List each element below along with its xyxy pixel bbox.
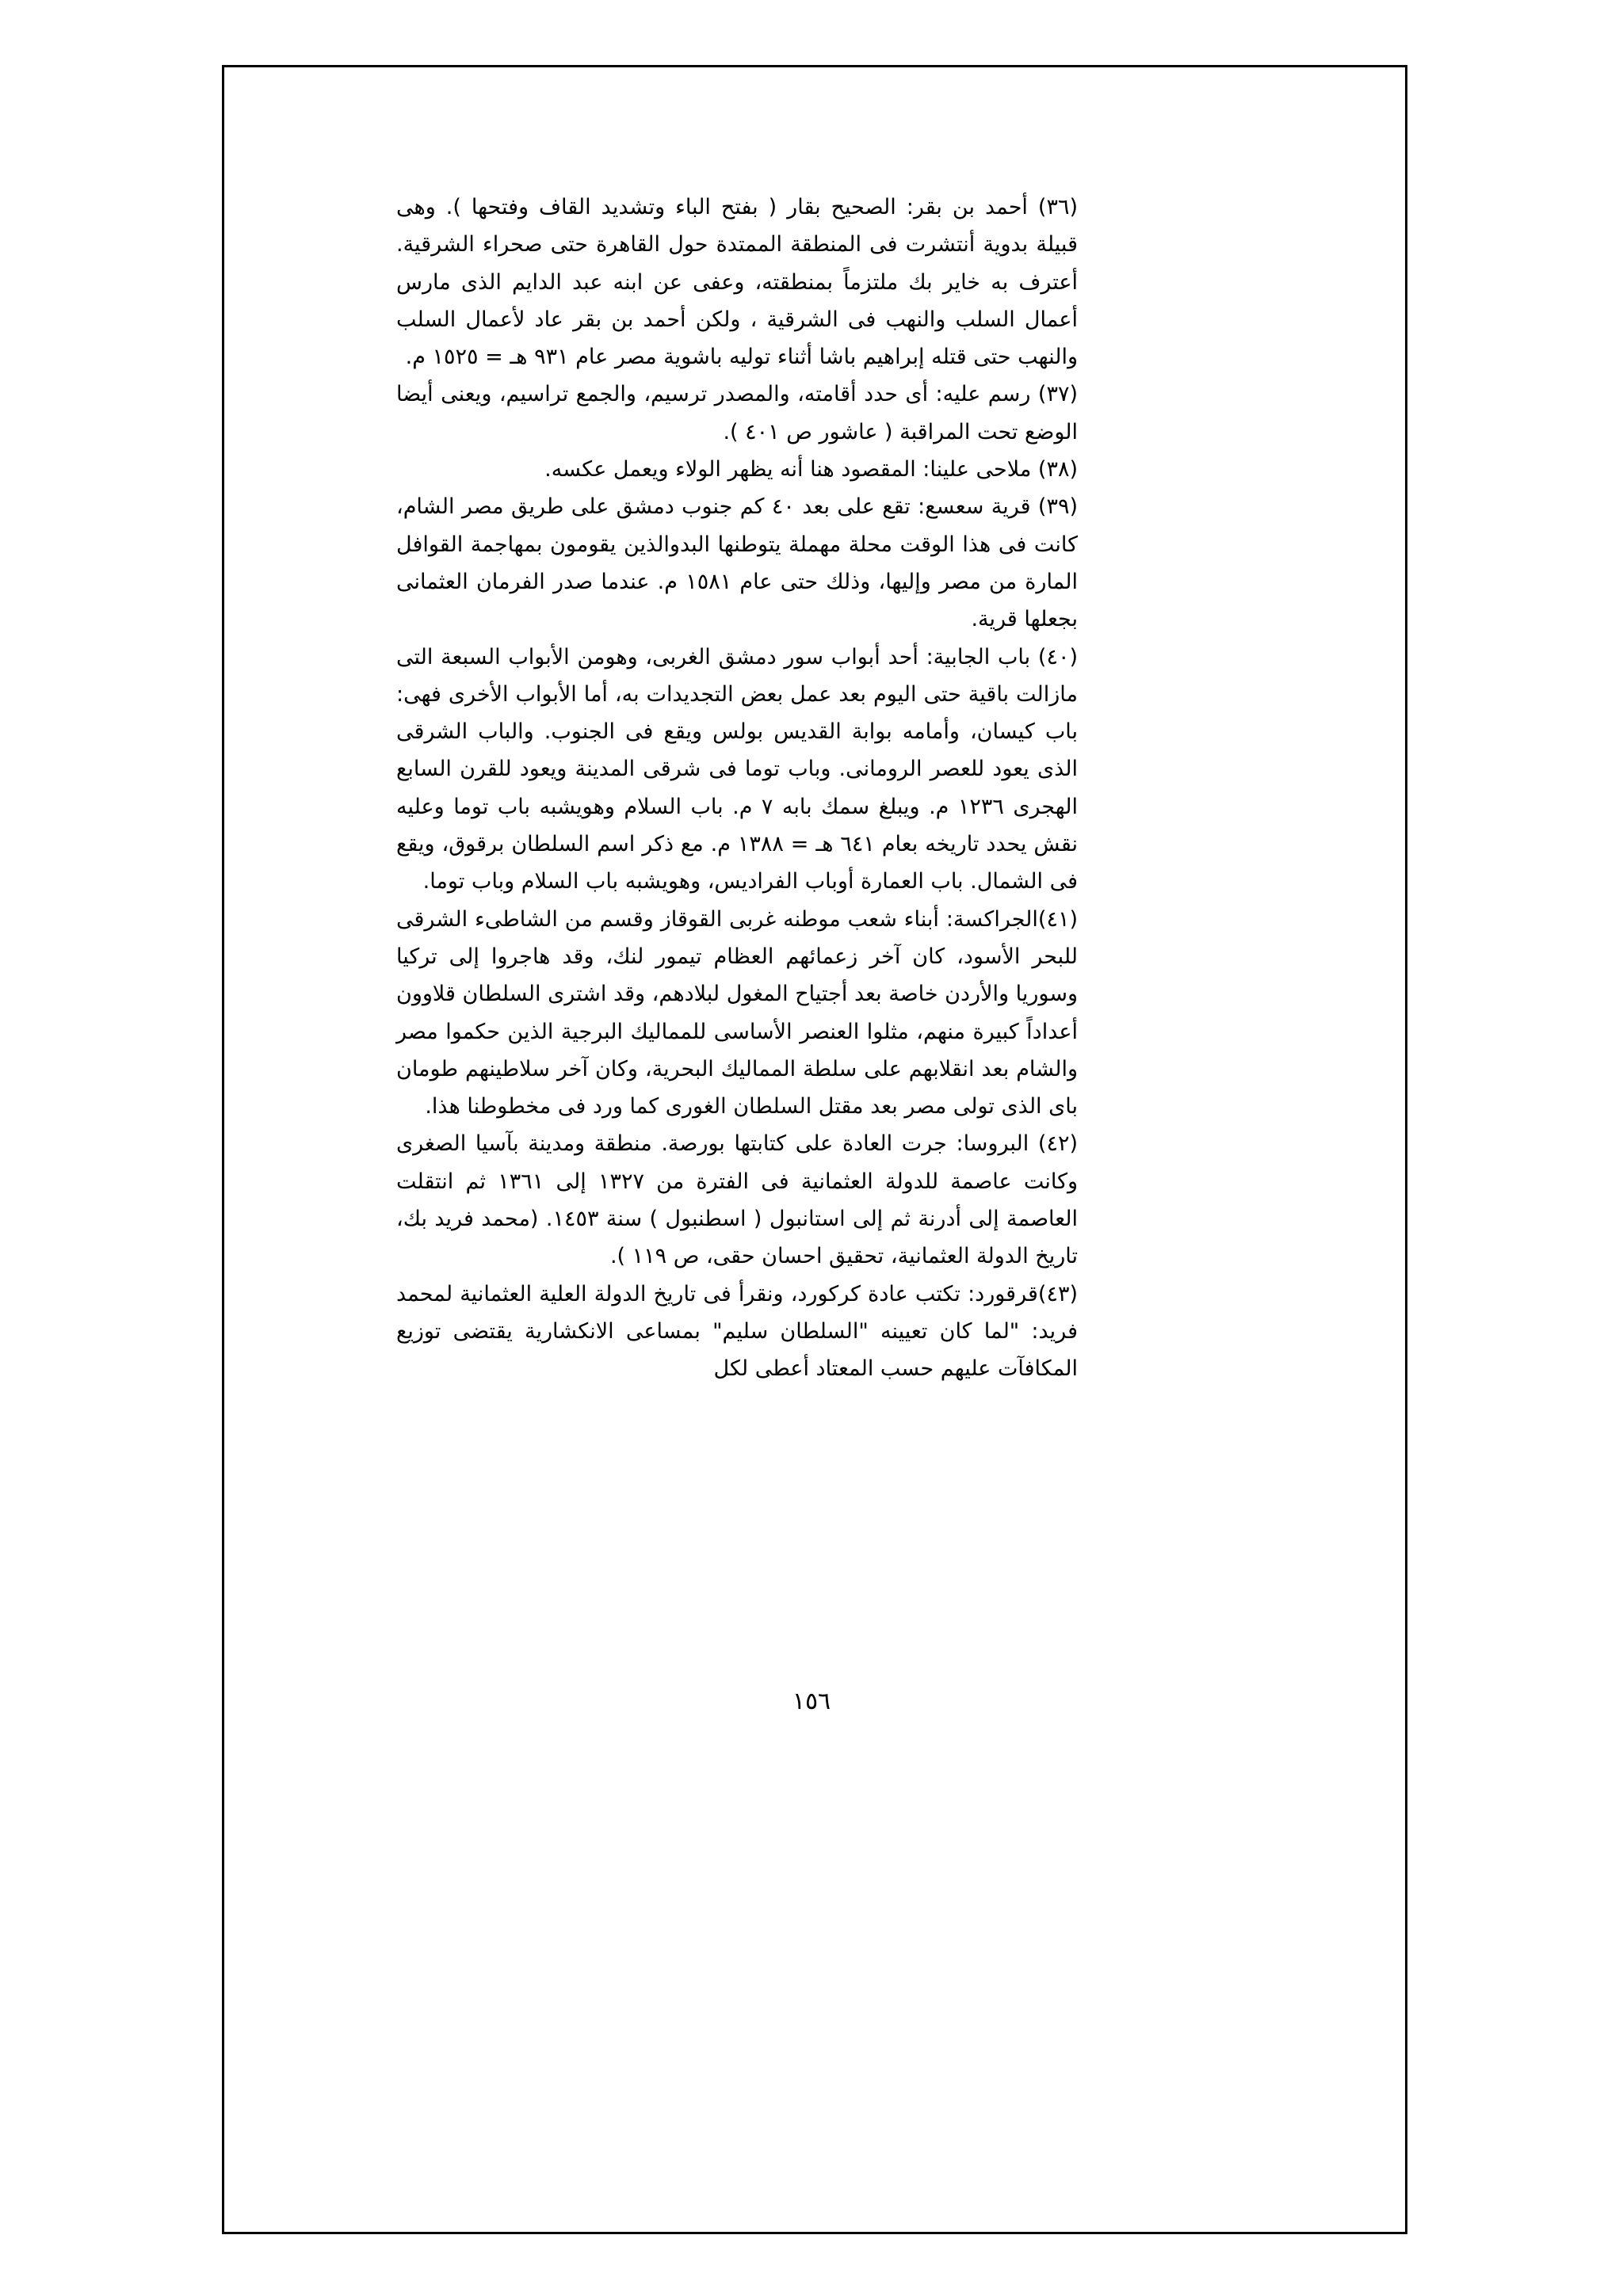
- footnote-36: (٣٦) أحمد بن بقر: الصحيح بقار ( بفتح الباء وتشديد القاف وفتحها ). وهى قبيلة بدوية أنتشرت فى المنطقة الممتدة حول القاهرة حتى صحراء الشرقية. أعترف به خاير بك ملتزماً بمنطقته، وعفى عن ابنه عبد الدايم الذى مارس أعمال السلب والنهب فى الشرقية ، ولكن أحمد بن بقر عاد لأعمال السلب والنهب حتى قتله إبراهيم باشا أثناء توليه باشوية مصر عام ٩٣١ هـ = ١٥٢٥ م.: [396, 195, 1078, 370]
- footnote-42: (٤٢) البروسا: جرت العادة على كتابتها بورصة. منطقة ومدينة بآسيا الصغرى وكانت عاصمة للدولة العثمانية فى الفترة من ١٣٢٧ إلى ١٣٦١ ثم انتقلت العاصمة إلى أدرنة ثم إلى استانبول ( اسطنبول ) سنة ١٤٥٣. (محمد فريد بك، تاريخ الدولة العثمانية، تحقيق احسان حقى، ص ١١٩ ).: [396, 1131, 1079, 1269]
- footnote-38: (٣٨) ملاحى علينا: المقصود هنا أنه يظهر الولاء ويعمل عكسه.: [544, 457, 1078, 482]
- footnote-40: (٤٠) باب الجابية: أحد أبواب سور دمشق الغربى، وهومن الأبواب السبعة التى مازالت باقية حتى اليوم بعد عمل بعض التجديدات به، أما الأبواب الأخرى فهى: باب كيسان، وأمامه بوابة القديس بولس ويقع فى الجنوب. والباب الشرقى الذى يعود للعصر الرومانى. وباب توما فى شرقى المدينة ويعود للقرن السابع الهجرى ١٢٣٦ م. ويبلغ سمك بابه ٧ م. باب السلام وهويشبه باب توما وعليه نقش يحدد تاريخه بعام ٦٤١ هـ = ١٣٨٨ م. مع ذكر اسم السلطان برقوق، ويقع فى الشمال. باب العمارة أوباب الفراديس، وهويشبه باب السلام وباب توما.: [396, 644, 1078, 894]
- page-number: ١٥٦: [792, 1688, 831, 1715]
- footnotes-text: [396, 189, 1078, 1388]
- footnote-43: (٤٣)قرقورد: تكتب عادة كركورد، ونقرأ فى تاريخ الدولة العلية العثمانية لمحمد فريد: "لما كان تعيينه "السلطان سليم" بمساعى الانكشارية يقتضى توزيع المكافآت عليهم حسب المعتاد أعطى لكل: [396, 1281, 1078, 1382]
- footnote-41: (٤١)الجراكسة: أبناء شعب موطنه غربى القوقاز وقسم من الشاطىء الشرقى للبحر الأسود، كان آخر زعمائهم العظام تيمور لنك، وقد هاجروا إلى تركيا وسوريا والأردن خاصة بعد أجتياح المغول لبلادهم، وقد اشترى السلطان قلاوون أعداداً كبيرة منهم، مثلوا العنصر الأساسى للمماليك البرجية الذين حكموا مصر والشام بعد انقلابهم على سلطة المماليك البحرية، وكان آخر سلاطينهم طومان باى الذى تولى مصر بعد مقتل السلطان الغورى كما ورد فى مخطوطنا هذا.: [396, 906, 1078, 1119]
- footnote-37: (٣٧) رسم عليه: أى حدد أقامته، والمصدر ترسيم، والجمع تراسيم، ويعنى أيضا الوضع تحت المراقبة ( عاشور ص ٤٠١ ).: [396, 382, 1078, 444]
- footnote-39: (٣٩) قرية سعسع: تقع على بعد ٤٠ كم جنوب دمشق على طريق مصر الشام، كانت فى هذا الوقت محلة مهملة يتوطنها البدوالذين يقومون بمهاجمة القوافل المارة من مصر وإليها، وذلك حتى عام ١٥٨١ م. عندما صدر الفرمان العثمانى بجعلها قرية.: [396, 494, 1079, 632]
